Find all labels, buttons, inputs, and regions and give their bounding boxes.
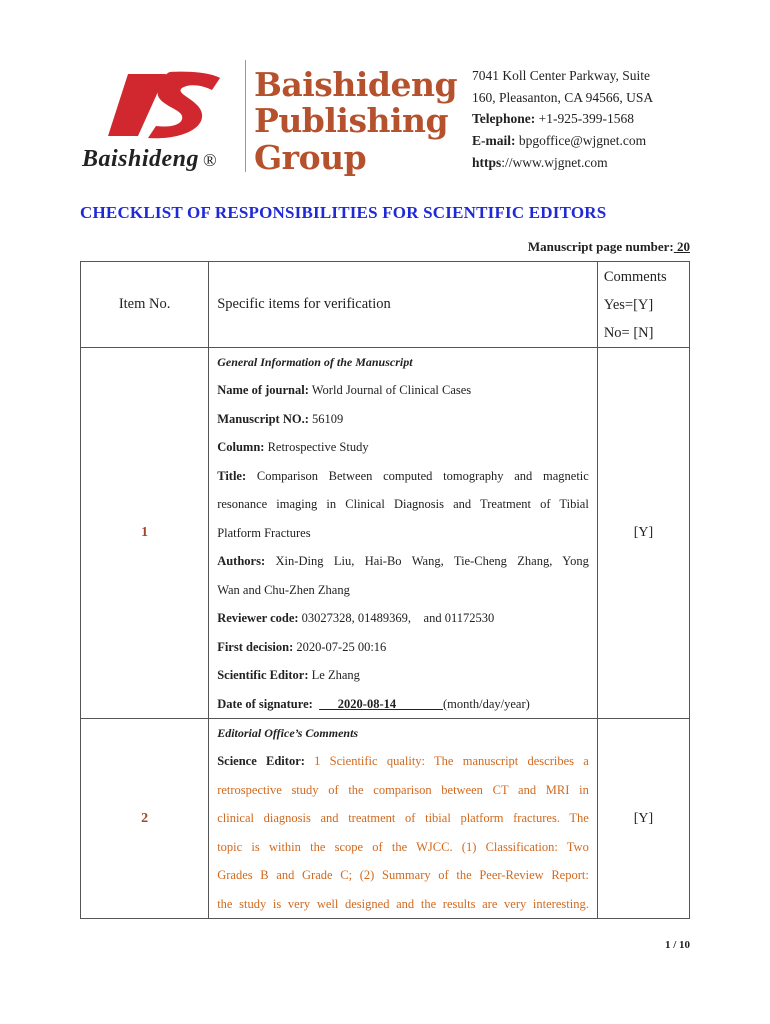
registered-mark: ® — [203, 150, 218, 170]
logo-wordmark — [82, 146, 217, 173]
email-label: E-mail: — [472, 133, 516, 148]
title-line-2: resonance imaging in Clinical Diagnosis and Treatment of Tibial — [217, 497, 589, 511]
reviewer-label: Reviewer code: — [217, 611, 299, 625]
row-2-section-heading: Editorial Office’s Comments — [217, 726, 359, 740]
science-editor-text-1: 1 Scientific quality: The manuscript describes a — [304, 754, 589, 768]
table-header-row — [81, 262, 690, 348]
reviewer-value: 03027328, 01489369, and 01172530 — [298, 611, 495, 625]
science-editor-text-4: topic is within the scope of the WJCC. (1) Classification: Two — [217, 839, 589, 854]
authors-line-2: Wan and Chu-Zhen Zhang — [217, 582, 350, 597]
science-editor-text-5: Grades B and Grade C; (2) Summary of the Peer-Review Report: — [217, 868, 589, 882]
reviewer-line — [217, 604, 589, 633]
checklist-table — [80, 261, 690, 919]
header-comments-no: No= [N] — [603, 324, 654, 341]
page-number-label: Manuscript page number: — [527, 239, 674, 254]
row-2-number: 2 — [81, 719, 209, 919]
title-value-1: Comparison Between computed tomography and magnetic — [246, 468, 589, 483]
row-1-section-heading: General Information of the Manuscript — [217, 355, 413, 369]
scientific-editor-line — [217, 661, 589, 690]
document-title: CHECKLIST OF RESPONSIBILITIES FOR SCIENTIFIC EDITORS — [80, 203, 607, 222]
row-2-comment: [Y] — [597, 719, 689, 919]
page-footer-number: 1 / 10 — [664, 939, 690, 951]
brand-line-1: Baishideng — [254, 65, 458, 104]
telephone-line — [472, 111, 634, 127]
table-row — [81, 719, 690, 919]
website-line — [472, 155, 608, 171]
science-editor-text-3: clinical diagnosis and treatment of tibial platform fractures. The — [217, 811, 589, 825]
header-comments — [597, 262, 689, 348]
header-comments-title: Comments — [603, 268, 667, 285]
journal-value: World Journal of Clinical Cases — [308, 383, 472, 397]
science-editor-label: Science Editor: — [217, 754, 305, 768]
baishideng-logo-icon — [108, 70, 223, 140]
journal-label: Name of journal: — [217, 383, 309, 397]
address-line-2: 160, Pleasanton, CA 94566, USA — [472, 90, 654, 105]
manuscript-no-label: Manuscript NO.: — [217, 411, 309, 426]
column-label: Column: — [217, 440, 265, 454]
email-line — [472, 133, 646, 149]
manuscript-no-line — [217, 405, 589, 434]
title-label: Title: — [217, 468, 247, 483]
first-decision-line — [217, 633, 589, 662]
signature-date-line — [217, 690, 589, 719]
title-line-1 — [217, 462, 589, 491]
header-comments-yes: Yes=[Y] — [603, 296, 654, 313]
signature-date-value: 2020-08-14 — [319, 696, 443, 711]
science-editor-text-2: retrospective study of the comparison between CT and MRI in — [217, 782, 589, 797]
table-row — [81, 348, 690, 719]
brand-line-2: Publishing — [254, 101, 449, 140]
row-1-number: 1 — [81, 348, 209, 719]
brand-line-3: Group — [254, 138, 367, 177]
scientific-editor-value: Le Zhang — [308, 668, 360, 682]
email-value[interactable]: bpgoffice@wjgnet.com — [515, 133, 647, 148]
telephone-value: +1-925-399-1568 — [535, 111, 634, 126]
journal-line — [217, 376, 589, 405]
authors-value-1: Xin-Ding Liu, Hai-Bo Wang, Tie-Cheng Zhang, Yong — [265, 554, 589, 568]
address-line-1: 7041 Koll Center Parkway, Suite — [472, 68, 650, 83]
authors-line-1 — [217, 547, 589, 576]
header-divider — [245, 60, 246, 172]
first-decision-value: 2020-07-25 00:16 — [293, 639, 387, 654]
telephone-label: Telephone: — [472, 111, 536, 126]
manuscript-page-number — [528, 239, 690, 255]
science-editor-text-6: the study is very well designed and the results are very interesting. — [217, 896, 589, 911]
authors-label: Authors: — [217, 554, 266, 568]
logo-word-text: Baishideng — [82, 146, 200, 172]
title-line-3: Platform Fractures — [217, 525, 311, 540]
column-value: Retrospective Study — [264, 440, 369, 454]
page-number-value: 20 — [673, 239, 690, 254]
science-editor-line-1 — [217, 747, 589, 776]
first-decision-label: First decision: — [217, 639, 294, 654]
manuscript-no-value: 56109 — [308, 411, 344, 426]
signature-date-label: Date of signature: — [217, 696, 313, 711]
header-specific-items: Specific items for verification — [209, 262, 598, 348]
scientific-editor-label: Scientific Editor: — [217, 668, 309, 682]
row-2-details — [209, 719, 598, 919]
header-item-no: Item No. — [81, 262, 209, 348]
website-label: https — [472, 155, 502, 170]
row-1-details — [209, 348, 598, 719]
signature-date-format: (month/day/year) — [443, 696, 530, 711]
row-1-comment: [Y] — [597, 348, 689, 719]
column-line — [217, 433, 589, 462]
website-value[interactable]: ://www.wjgnet.com — [501, 155, 608, 170]
